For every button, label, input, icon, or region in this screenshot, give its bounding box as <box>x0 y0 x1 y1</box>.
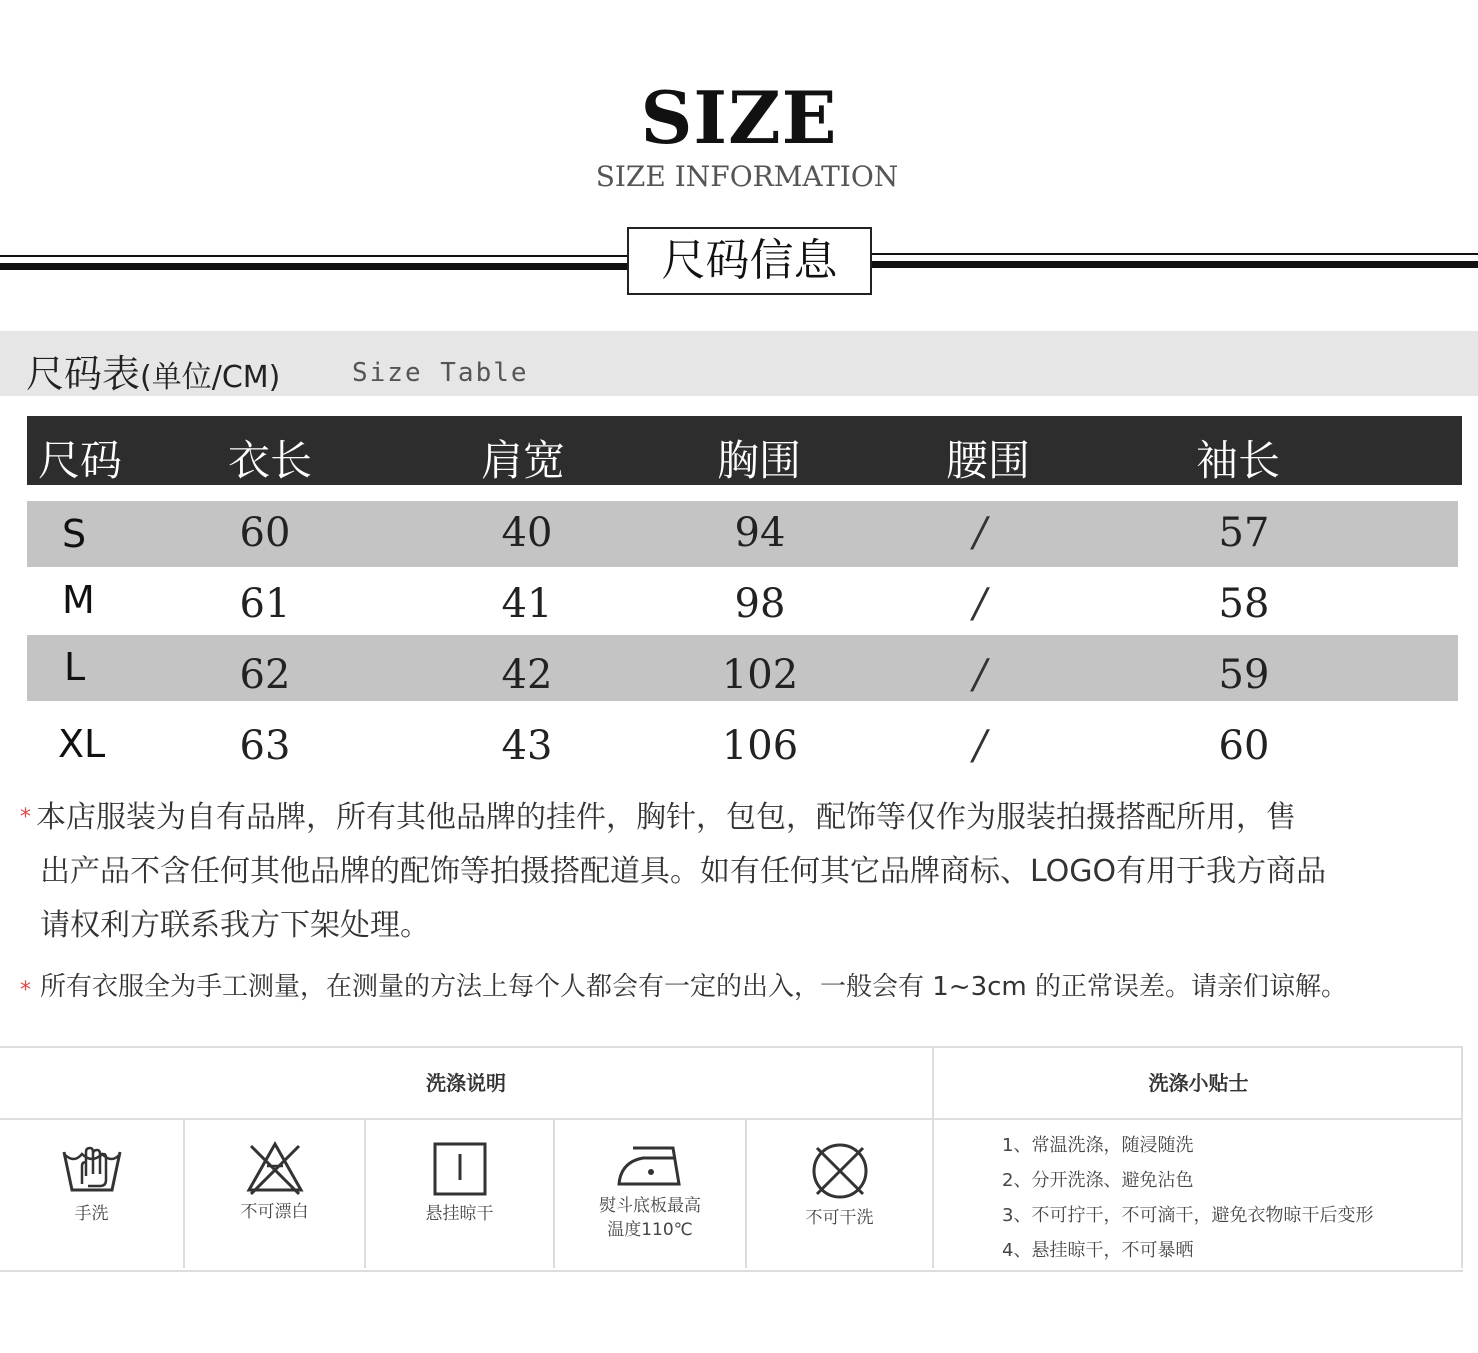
care-tips-heading: 洗涤小贴士 <box>934 1048 1463 1120</box>
cell-chest: 106 <box>721 723 799 769</box>
cell-sleeve: 58 <box>1218 581 1270 627</box>
cell-chest: 102 <box>721 652 799 698</box>
cell-length: 61 <box>239 581 291 627</box>
cell-sleeve: 59 <box>1218 652 1270 698</box>
size-table-caption-unit: (单位/CM) <box>140 360 281 395</box>
care-item-label: 手洗 <box>74 1204 109 1224</box>
care-item-no-dry-clean <box>747 1120 932 1268</box>
divider-left-thin <box>0 255 627 257</box>
cell-waist: / <box>973 652 987 698</box>
row-size: M <box>62 578 95 622</box>
cell-length: 60 <box>239 510 291 556</box>
size-table-caption <box>26 343 280 398</box>
cell-length: 63 <box>239 723 291 769</box>
size-table-caption-en: Size Table <box>352 358 529 388</box>
care-item-label: 悬挂晾干 <box>425 1204 494 1224</box>
note-text: 所有衣服全为手工测量，在测量的方法上每个人都会有一定的出入，一般会有 1~3cm 的正常误差。请亲们谅解。 <box>40 972 1348 1002</box>
column-header-chest: 胸围 <box>717 436 802 485</box>
note-line: 出产品不含任何其他品牌的配饰等拍摄搭配道具。如有任何其它品牌商标、LOGO有用于我方商品 <box>40 854 1327 889</box>
care-divider <box>932 1048 934 1268</box>
care-item-label: 熨斗底板最高 <box>599 1196 701 1216</box>
divider-left-thick <box>0 263 627 270</box>
care-divider <box>1461 1048 1463 1268</box>
note-marker: * <box>20 978 31 1003</box>
row-size: L <box>64 645 86 689</box>
divider-right-thin <box>872 253 1478 255</box>
care-item-hand-wash <box>0 1120 183 1268</box>
care-item-no-bleach <box>185 1120 364 1268</box>
column-header-shoulder: 肩宽 <box>481 436 566 485</box>
no-dry-clean-icon <box>809 1140 871 1202</box>
care-item-label: 不可干洗 <box>805 1208 874 1228</box>
cell-shoulder: 42 <box>501 652 553 698</box>
care-tip: 3、不可拧干，不可滴干，避免衣物晾干后变形 <box>1002 1205 1374 1226</box>
care-item-label: 温度110℃ <box>607 1220 693 1240</box>
brand-disclaimer-note <box>20 791 1460 953</box>
row-size: S <box>62 512 87 556</box>
note-line: 本店服装为自有品牌，所有其他品牌的挂件，胸针，包包，配饰等仅作为服装拍摄搭配所用，售 <box>36 800 1296 835</box>
column-header-waist: 腰围 <box>946 436 1031 485</box>
note-line: 请权利方联系我方下架处理。 <box>40 908 430 943</box>
note-marker: * <box>20 805 31 830</box>
care-item-iron <box>555 1120 745 1268</box>
care-tip: 2、分开洗涤、避免沾色 <box>1002 1170 1194 1191</box>
cell-waist: / <box>973 581 987 627</box>
cell-shoulder: 43 <box>501 723 553 769</box>
measurement-note <box>20 960 1460 1014</box>
care-tip: 4、悬挂晾干，不可暴晒 <box>1002 1240 1194 1261</box>
care-tips-list <box>1002 1128 1373 1268</box>
divider-right-thick <box>872 261 1478 268</box>
care-tip: 1、常温洗涤，随浸随洗 <box>1002 1135 1194 1156</box>
column-header-size: 尺码 <box>38 436 123 485</box>
cell-chest: 98 <box>734 581 786 627</box>
page-subtitle: SIZE INFORMATION <box>595 160 899 193</box>
size-table-caption-cn: 尺码表 <box>26 352 141 396</box>
page-title: SIZE <box>640 75 838 160</box>
cell-sleeve: 57 <box>1218 510 1270 556</box>
row-size: XL <box>58 722 106 766</box>
section-label: 尺码信息 <box>627 227 872 295</box>
care-item-label: 不可漂白 <box>240 1202 309 1222</box>
cell-sleeve: 60 <box>1218 723 1270 769</box>
cell-shoulder: 40 <box>501 510 553 556</box>
no-bleach-icon <box>245 1140 305 1196</box>
care-item-hang-dry <box>366 1120 553 1268</box>
hand-wash-icon <box>60 1140 124 1198</box>
hang-dry-icon <box>431 1140 489 1198</box>
column-header-length: 衣长 <box>228 436 313 485</box>
cell-length: 62 <box>239 652 291 698</box>
iron-icon <box>615 1140 685 1190</box>
care-heading: 洗涤说明 <box>0 1048 932 1120</box>
cell-chest: 94 <box>734 510 786 556</box>
cell-waist: / <box>973 723 987 769</box>
cell-shoulder: 41 <box>501 581 553 627</box>
column-header-sleeve: 袖长 <box>1196 436 1281 485</box>
cell-waist: / <box>973 510 987 556</box>
